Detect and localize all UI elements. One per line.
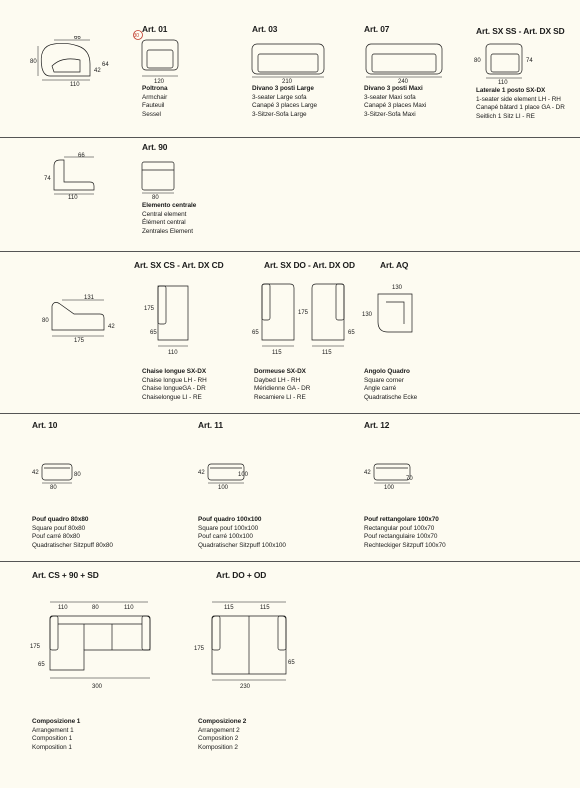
width-label: 120 bbox=[154, 79, 165, 84]
depth-label: 80 bbox=[74, 472, 81, 478]
profile-seat-label: 42 bbox=[94, 68, 101, 74]
depth-label: 74 bbox=[526, 58, 533, 64]
item-code: Art. SX DO - Art. DX OD bbox=[264, 260, 355, 270]
top-label-right: 110 bbox=[124, 605, 134, 611]
width-label: 110 bbox=[168, 350, 178, 356]
profile-seat-label: 42 bbox=[108, 324, 115, 330]
item-code: Art. 90 bbox=[142, 142, 168, 152]
dormeuse-plan bbox=[250, 280, 360, 358]
pouf-80-drawing bbox=[30, 452, 90, 492]
section-divider bbox=[0, 561, 580, 562]
item-description: Composizione 2 Arrangement 2 Composition 2 Komposition 2 bbox=[198, 718, 247, 751]
top-label-left: 115 bbox=[224, 605, 234, 611]
armchair-plan bbox=[130, 30, 190, 84]
bottom-width-label: 230 bbox=[240, 684, 251, 690]
chaise-side-profile bbox=[38, 292, 128, 344]
item-description: Divano 3 posti Maxi 3-seater Maxi sofa Canapé 3 places Maxi 3-Sitzer-Sofa Maxi bbox=[364, 85, 427, 118]
depth-label: 100 bbox=[238, 472, 249, 478]
height-label: 42 bbox=[198, 470, 205, 476]
item-code: Art. SX CS - Art. DX CD bbox=[134, 260, 224, 270]
right-depth-label: 65 bbox=[288, 660, 295, 666]
item-code: Art. CS + 90 + SD bbox=[32, 570, 99, 580]
depth-label: 70 bbox=[406, 476, 413, 482]
profile-height-label: 80 bbox=[30, 59, 37, 65]
pouf-100x70-drawing bbox=[362, 452, 432, 492]
depth-label: 65 bbox=[150, 330, 157, 336]
item-code: Art. 12 bbox=[364, 420, 390, 430]
top-label-center: 80 bbox=[92, 605, 99, 611]
item-description: Chaise longue SX-DX Chaise longue LH - RH Chaise longueGA - DR Chaiselongue LI - RE bbox=[142, 368, 207, 401]
side-element-plan bbox=[470, 38, 540, 86]
profile-width-label: 110 bbox=[70, 82, 80, 88]
section-divider bbox=[0, 413, 580, 414]
item-code: Art. 01 bbox=[142, 24, 168, 34]
section-divider bbox=[0, 137, 580, 138]
width-label-left: 115 bbox=[272, 350, 282, 356]
profile-height-label: 80 bbox=[42, 318, 49, 324]
square-corner-plan bbox=[360, 280, 424, 340]
profile-depth-label: 131 bbox=[84, 295, 95, 301]
profile-back-label: 64 bbox=[102, 62, 109, 68]
item-description: Poltrona Armchair Fauteuil Sessel bbox=[142, 85, 168, 118]
central-side-profile bbox=[40, 152, 110, 200]
item-code: Art. 11 bbox=[198, 420, 223, 430]
section-divider bbox=[0, 251, 580, 252]
height-label: 42 bbox=[32, 470, 39, 476]
height-label: 80 bbox=[474, 58, 481, 64]
bottom-width-label: 300 bbox=[92, 684, 103, 690]
profile-width-label: 110 bbox=[68, 195, 78, 200]
length-label: 175 bbox=[144, 306, 155, 312]
width-label-right: 115 bbox=[322, 350, 332, 356]
width-label: 100 bbox=[384, 485, 395, 491]
pouf-100-drawing bbox=[196, 452, 266, 492]
height-label: 42 bbox=[364, 470, 371, 476]
composition-1-drawing bbox=[28, 598, 158, 694]
composition-2-drawing bbox=[190, 598, 300, 694]
item-description: Pouf quadro 100x100 Square pouf 100x100 Pouf carré 100x100 Quadratischer Sitzpuff 100x100 bbox=[198, 516, 286, 549]
central-element-plan bbox=[140, 158, 180, 200]
item-description: Angolo Quadro Square corner Angle carré Quadratische Ecke bbox=[364, 368, 418, 401]
top-label-right: 115 bbox=[260, 605, 270, 611]
left-depth-label: 65 bbox=[38, 662, 45, 668]
item-code: Art. 10 bbox=[32, 420, 58, 430]
side-label: 130 bbox=[362, 312, 373, 318]
width-label: 80 bbox=[152, 195, 159, 200]
sofa-maxi-plan bbox=[362, 40, 446, 84]
item-code: Art. 07 bbox=[364, 24, 390, 34]
profile-height-label: 74 bbox=[44, 176, 51, 182]
item-description: Pouf rettangolare 100x70 Rectangular pouf 100x70 Pouf rectangulaire 100x70 Rechteckiger Sitzpuff 100x70 bbox=[364, 516, 446, 549]
marker-label: 30 bbox=[133, 33, 140, 39]
left-length-label: 175 bbox=[30, 644, 41, 650]
item-description: Composizione 1 Arrangement 1 Composition 1 Komposition 1 bbox=[32, 718, 81, 751]
top-label: 130 bbox=[392, 285, 403, 291]
item-description: Pouf quadro 80x80 Square pouf 80x80 Pouf carré 80x80 Quadratischer Sitzpuff 80x80 bbox=[32, 516, 113, 549]
chaise-longue-plan bbox=[144, 280, 204, 358]
width-label: 240 bbox=[398, 79, 409, 84]
length-label: 175 bbox=[298, 310, 309, 316]
width-label: 210 bbox=[282, 79, 293, 84]
width-label: 80 bbox=[50, 485, 57, 491]
depth-label: 65 bbox=[252, 330, 259, 336]
width-label: 110 bbox=[498, 80, 508, 86]
sofa-large-plan bbox=[248, 40, 328, 84]
top-label-left: 110 bbox=[58, 605, 68, 611]
item-description: Dormeuse SX-DX Daybed LH - RH Méridienne GA - DR Recamiere LI - RE bbox=[254, 368, 311, 401]
width-label: 100 bbox=[218, 485, 229, 491]
profile-width-label: 175 bbox=[74, 338, 85, 344]
item-description: Elemento centrale Central element Élément central Zentrales Element bbox=[142, 202, 197, 235]
profile-depth-label: 66 bbox=[74, 36, 81, 41]
profile-depth-label: 66 bbox=[78, 153, 85, 159]
item-description: Laterale 1 posto SX-DX 1-seater side element LH - RH Canapé bâtard 1 place GA - DR Seitlich 1 Sitz LI - RE bbox=[476, 87, 565, 120]
item-description: Divano 3 posti Large 3-seater Large sofa Canapé 3 places Large 3-Sitzer-Sofa Large bbox=[252, 85, 318, 118]
item-code: Art. 03 bbox=[252, 24, 278, 34]
left-length-label: 175 bbox=[194, 646, 205, 652]
item-code: Art. DO + OD bbox=[216, 570, 267, 580]
item-code: Art. SX SS - Art. DX SD bbox=[476, 26, 565, 36]
armchair-side-profile bbox=[30, 36, 120, 88]
depth-label-right: 65 bbox=[348, 330, 355, 336]
item-code: Art. AQ bbox=[380, 260, 409, 270]
